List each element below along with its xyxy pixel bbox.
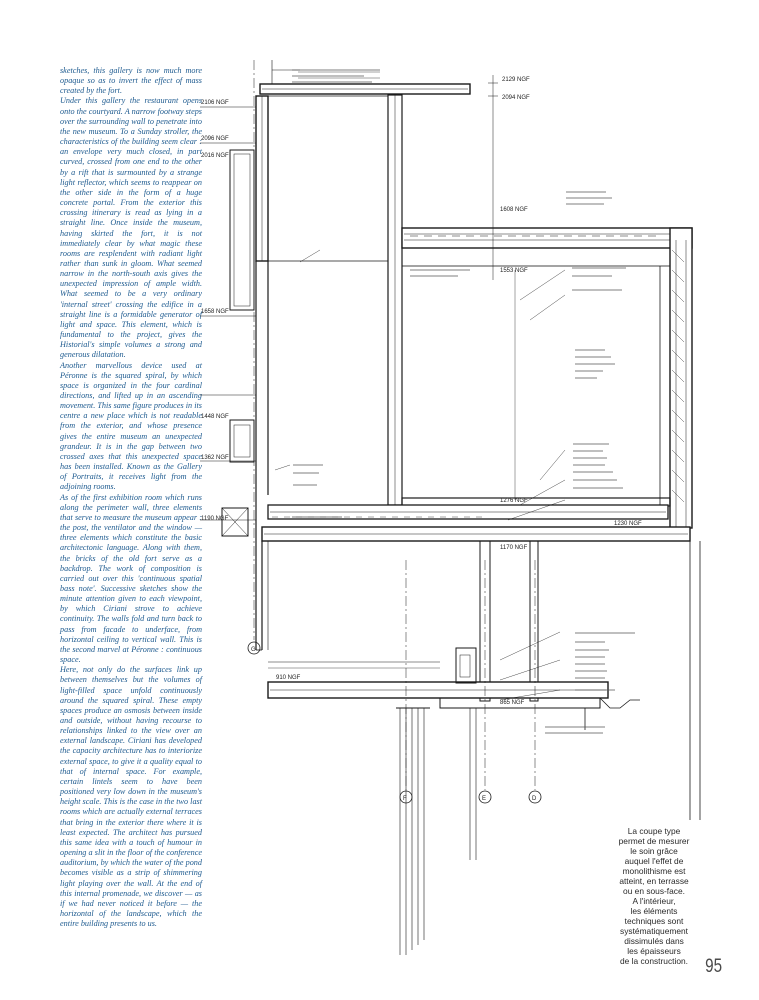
grid-axis-label: E [482, 796, 487, 802]
caption-line: les épaisseurs [627, 946, 681, 956]
caption-line: systématiquement [620, 926, 688, 936]
article-paragraph: Under this gallery the restaurant opens onto the courtyard. A narrow footway steps over the surrounding wall to penetrate into the new museum. To a Sunday stroller, the characteristics of the building seem clear : an envelope very much closed, in part curved, crossed from one end to the other by a rift that is surmounted by a strange light reflector, which seems to reappear on the other side in the form of a huge concrete portal. From the exterior this crossing itinerary is read as lying in a straight line. Once inside the museum, having skirted the fort, it is not immediately clear by what magic these rooms are resplendent with radiant light rather than sunk in gloom. What seemed narrow in the north-south axis gives the unexpected impression of ample width. What seemed to be a very ordinary 'internal street' crossing the edifice in a straight line is a formidable generator of light and space. This element, which is fundamental to the project, gives the Historial's simple volumes a strong and generous dilatation. [60, 96, 202, 360]
level-label: 2129 NGF [502, 77, 530, 83]
caption-line: techniques sont [624, 916, 684, 926]
caption-line: de la construction. [620, 956, 688, 966]
page-number: 95 [705, 956, 723, 977]
level-label: 1658 NGF [201, 309, 229, 315]
caption-line: monolithisme est [622, 866, 686, 876]
caption-line: auquel l'effet de [624, 856, 684, 866]
article-paragraph: As of the first exhibition room which runs along the perimeter wall, three elements that serve to measure the museum appear : the post, the ventilator and the window — three elements which constitute the basic architectonic language. Along with them, the bricks of the old fort serve as a backdrop. The work of composition is carried out over this 'continuous spatial bass note'. Successive sketches show the minute attention given to each viewpoint, by which Ciriani strove to achieve continuity. The walls fold and turn back to pass from facade to underface, from horizontal ceiling to vertical wall. This is the second marvel at Péronne : continuous space. [60, 492, 202, 665]
level-label: 2016 NGF [201, 153, 229, 159]
annotation-texture [292, 70, 635, 733]
caption-line: le soin grâce [630, 846, 678, 856]
article-paragraph: Another marvellous device used at Péronne is the squared spiral, by which space is organized in the four cardinal directions, and lifted up in an ascending movement. This same figure produces in its centre a new place which is not readable from the exterior, and whose presence gives the entire museum an unexpected grandeur. It is in the gap between two crossed axes that this unexpected space has been installed. Known as the Gallery of Portraits, it receives light from the adjoining rooms. [60, 360, 202, 492]
grid-axis-label: G [251, 647, 256, 653]
level-label: 1170 NGF [500, 545, 528, 551]
level-label: 1362 NGF [201, 455, 229, 461]
level-label: 2096 NGF [201, 136, 229, 142]
grid-axis-label: D [532, 796, 537, 802]
level-label: 1608 NGF [500, 207, 528, 213]
caption-line: A l'intérieur, [632, 896, 676, 906]
level-label: 910 NGF [276, 675, 301, 681]
figure-caption [596, 826, 712, 966]
caption-line: permet de mesurer [618, 836, 690, 846]
caption-line: atteint, en terrasse [619, 876, 689, 886]
caption-line: dissimulés dans [624, 936, 684, 946]
level-label: 2106 NGF [201, 100, 229, 106]
caption-line: La coupe type [627, 826, 681, 836]
caption-line: ou en sous-face. [623, 886, 685, 896]
level-label: 1190 NGF [201, 516, 229, 522]
level-label: 1553 NGF [500, 268, 528, 274]
level-label: 1230 NGF [614, 521, 642, 527]
level-label: 2094 NGF [502, 95, 530, 101]
level-label: 1448 NGF [201, 414, 229, 420]
level-label: 1276 NGF [500, 498, 528, 504]
caption-line: les éléments [630, 906, 678, 916]
grid-axis-label: F [403, 796, 407, 802]
article-paragraph: sketches, this gallery is now much more opaque so as to invert the effect of mass created by the fort. [60, 66, 202, 96]
level-label: 865 NGF [500, 700, 525, 706]
article-paragraph: Here, not only do the surfaces link up between themselves but the volumes of light-filled space unfold continuously around the squared spiral. These empty spaces produce an osmosis between inside and outside, without having recourse to relationships linked to the view over an external landscape. Ciriani has developed the capacity architecture has to interiorize external space, to give it a quality equal to that of internal space. For example, certain lintels seem to have been positioned very low down in the museum's height scale. This is the case in the two last rooms which are actually external terraces that bring in the exterior there where it is least expected. The architect has pursued this same idea with a touch of humour in opening a slit in the floor of the conference auditorium, by which the water of the pond becomes visible as a strip of shimmering light playing over the wall. At the end of this internal promenade, we discover — as if we had never noticed it before — the horizontal of the landscape, which the entire building presents to us. [60, 665, 202, 929]
